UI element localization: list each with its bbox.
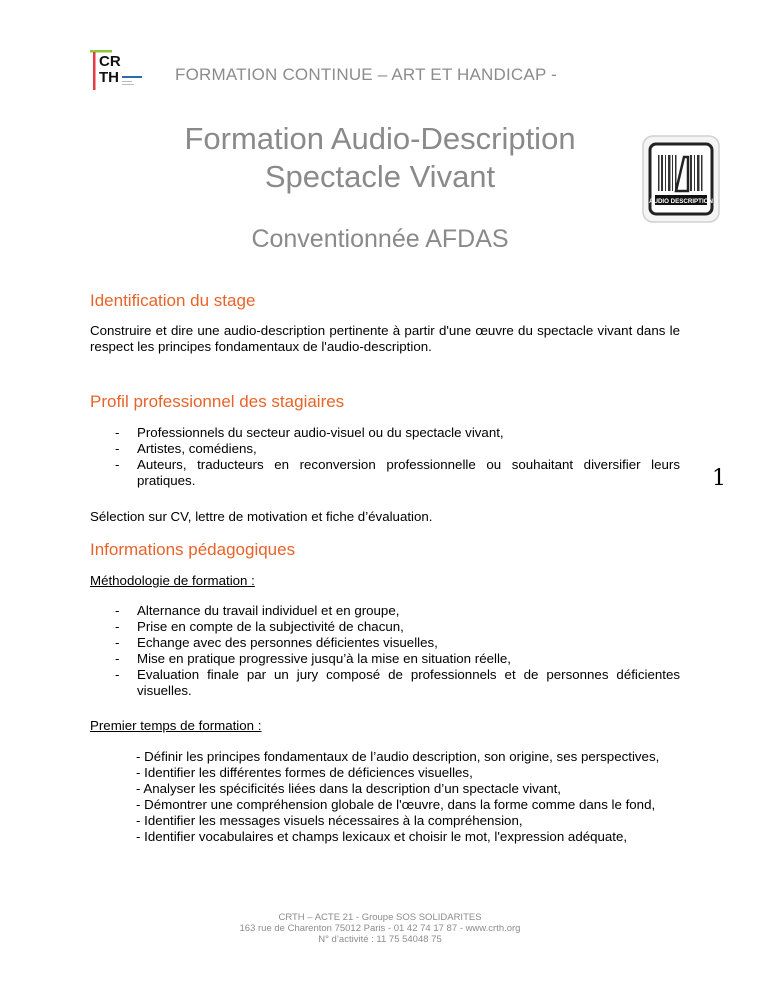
premier-temps-label [90,718,261,733]
label-colon: : [254,718,262,733]
crth-logo [88,46,148,94]
list-item: - Alternance du travail individuel et en groupe, [115,603,680,619]
methodologie-list [115,603,680,699]
list-item: - Auteurs, traducteurs en reconversion professionnelle ou souhaitant diversifier leurs pratiques. [115,457,680,489]
page-number: 1 [712,466,726,491]
footer-line1: CRTH – ACTE 21 - Groupe SOS SOLIDARITES [278,912,482,923]
list-item: - Identifier vocabulaires et champs lexicaux et choisir le mot, l'expression adéquate, [136,829,628,844]
crth-logo-mark [88,46,148,94]
list-item: - Echange avec des personnes déficientes visuelles, [115,635,680,651]
footer-line3: N° d’activité : 11 75 54048 75 [318,934,442,945]
badge-text: AUDIO DESCRIPTION [649,198,713,205]
methodologie-label-text: Méthodologie de formation [90,573,248,588]
section-heading-pedagogiques: Informations pédagogiques [90,540,296,559]
label-colon: : [247,573,255,588]
list-item: - Identifier les messages visuels nécessaires à la compréhension, [136,813,523,828]
audio-description-icon [640,133,722,225]
header-title: FORMATION CONTINUE – ART ET HANDICAP - [175,65,557,84]
section-heading-identification: Identification du stage [90,291,256,310]
list-item: - Identifier les différentes formes de déficiences visuelles, [136,765,473,780]
logo-text-th: TH [99,69,119,86]
footer [150,912,610,945]
list-item: - Mise en pratique progressive jusqu’à la mise en situation réelle, [115,651,680,667]
identification-text: Construire et dire une audio-description pertinente à partir d'une œuvre du spectacle vivant dans le respect les principes fondamentaux de l'audio-description. [90,323,680,354]
selection-text: Sélection sur CV, lettre de motivation et fiche d’évaluation. [90,509,433,524]
list-item: - Evaluation finale par un jury composé de professionnels et de personnes déficientes visuelles. [115,667,680,699]
premier-temps-list [136,749,680,845]
list-item: - Analyser les spécificités liées dans la description d’un spectacle vivant, [136,781,561,796]
list-item: - Prise en compte de la subjectivité de chacun, [115,619,680,635]
section-heading-profil: Profil professionnel des stagiaires [90,392,345,411]
list-item: - Définir les principes fondamentaux de l’audio description, son origine, ses perspectives, [136,749,660,764]
profil-list [115,425,680,489]
logo-text-cr: CR [99,53,121,70]
list-item: - Démontrer une compréhension globale de l'œuvre, dans la forme comme dans le fond, [136,797,656,812]
audio-description-badge [640,133,722,225]
subtitle: Conventionnée AFDAS [251,225,509,253]
footer-line2: 163 rue de Charenton 75012 Paris - 01 42 74 17 87 - www.crth.org [239,923,521,934]
page-title-line2: Spectacle Vivant [264,159,496,194]
page-title-line1: Formation Audio-Description [184,121,576,156]
list-item: - Professionnels du secteur audio-visuel ou du spectacle vivant, [115,425,680,441]
page-title [130,120,630,196]
premier-temps-label-text: Premier temps de formation [90,718,255,733]
methodologie-label [90,573,255,588]
list-item: - Artistes, comédiens, [115,441,680,457]
